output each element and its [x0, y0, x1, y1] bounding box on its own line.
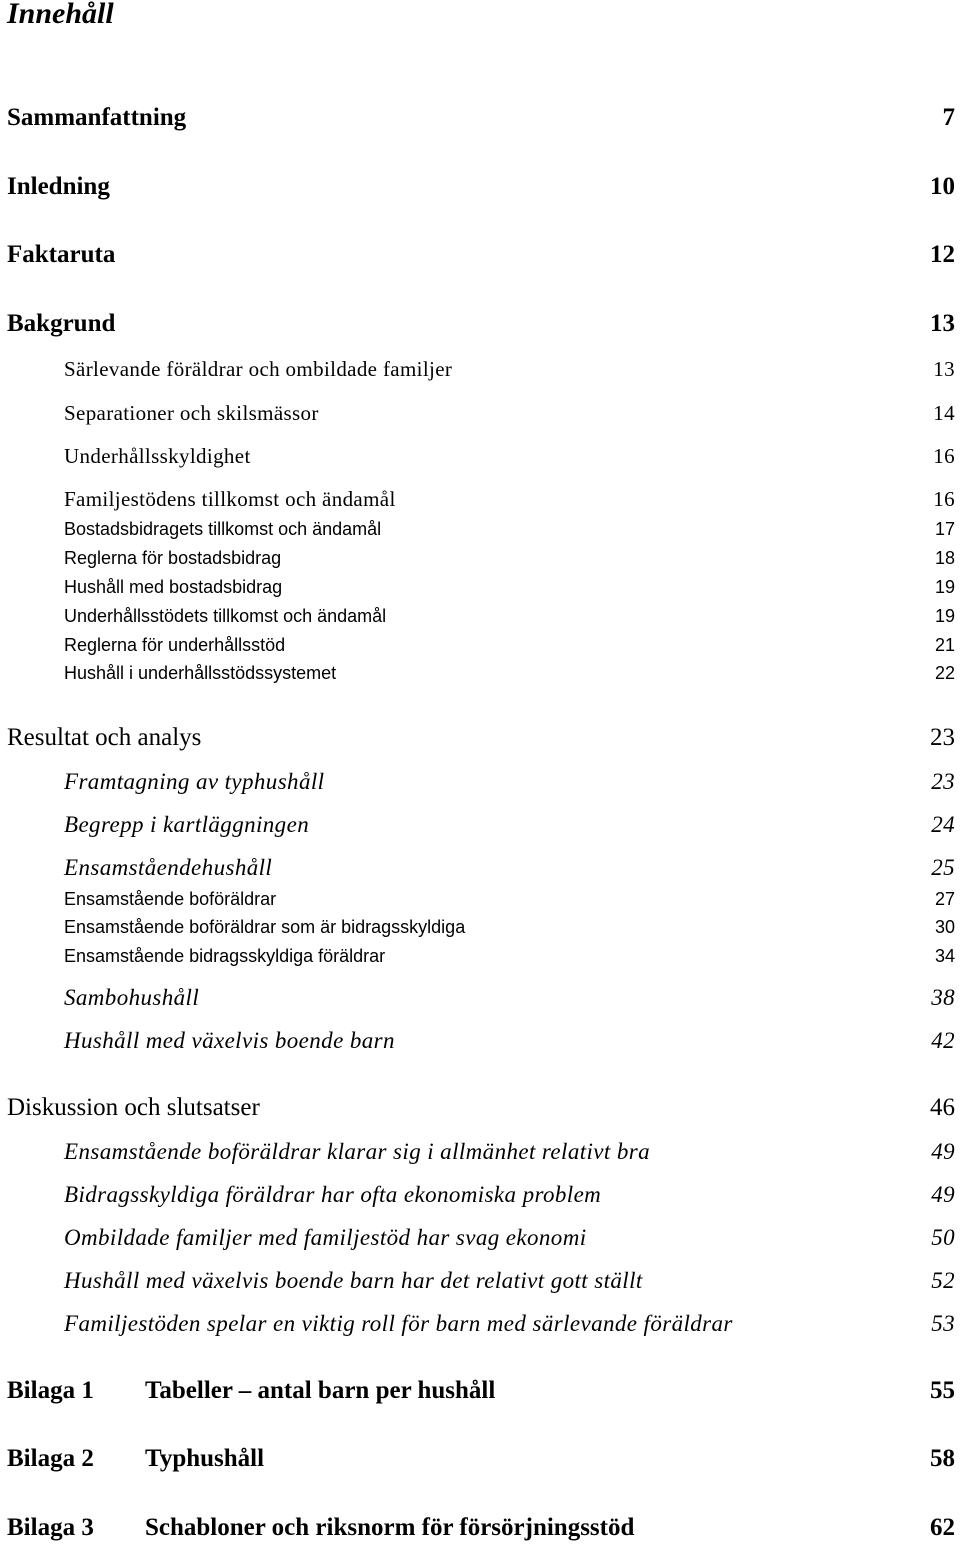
toc-entry-svag-ekonomi[interactable]	[64, 1223, 955, 1253]
toc-entry-text: Hushåll med växelvis boende barn har det relativt gott ställt	[64, 1268, 643, 1293]
toc-entry-text: Ensamstående boföräldrar	[64, 889, 277, 909]
toc-entry-text: Inledning	[7, 173, 110, 200]
toc-page-number: 52	[931, 1268, 955, 1293]
toc-page-number: 42	[931, 1028, 955, 1053]
toc-entry-separationer[interactable]	[64, 399, 955, 427]
toc-entry-text: Schabloner och riksnorm för försörjningsstöd	[145, 1514, 635, 1541]
toc-entry-begrepp[interactable]	[64, 810, 955, 840]
toc-entry-text: Reglerna för underhållsstöd	[64, 635, 286, 655]
toc-entry-text: Familjestöden spelar en viktig roll för barn med särlevande föräldrar	[64, 1311, 733, 1336]
toc-entry-reglerna-underhallsstod[interactable]	[64, 632, 955, 658]
toc-entry-faktaruta[interactable]	[7, 239, 955, 271]
toc-entry-text: Sammanfattning	[7, 104, 187, 131]
toc-entry-text: Särlevande föräldrar och ombildade familjer	[64, 357, 453, 381]
toc-entry-text: Underhållsskyldighet	[64, 444, 251, 468]
toc-entry-text: Faktaruta	[7, 241, 116, 268]
appendix-label: Bilaga 2	[7, 1445, 94, 1472]
toc-page-number: 10	[930, 173, 955, 200]
toc-page-number: 49	[931, 1182, 955, 1207]
toc-entry-text: Hushåll med bostadsbidrag	[64, 577, 283, 597]
toc-page-number: 53	[931, 1311, 955, 1336]
toc-page-number: 49	[931, 1139, 955, 1164]
toc-entry-text: Bostadsbidragets tillkomst och ändamål	[64, 519, 382, 539]
toc-page-number: 50	[931, 1225, 955, 1250]
toc-entry-resultat[interactable]	[7, 722, 955, 754]
toc-entry-bidragsskyldiga-foraldrar[interactable]	[64, 943, 955, 969]
toc-page-number: 16	[933, 444, 955, 468]
toc-entry-text: Reglerna för bostadsbidrag	[64, 548, 282, 568]
toc-entry-underhallsstodets[interactable]	[64, 603, 955, 629]
toc-entry-text: Typhushåll	[145, 1445, 265, 1472]
toc-entry-text: Bakgrund	[7, 310, 116, 337]
toc-page-number: 30	[934, 917, 955, 937]
toc-page-number: 22	[934, 663, 955, 683]
toc-page-number: 7	[942, 104, 955, 131]
toc-entry-text: Underhållsstödets tillkomst och ändamål	[64, 606, 387, 626]
toc-entry-underhallsskyldighet[interactable]	[64, 442, 955, 470]
toc-page-number: 14	[933, 401, 955, 425]
toc-entry-text: Begrepp i kartläggningen	[64, 812, 310, 837]
appendix-label: Bilaga 1	[7, 1377, 94, 1404]
toc-entry-text: Familjestödens tillkomst och ändamål	[64, 487, 396, 511]
toc-page-number: 58	[930, 1445, 955, 1472]
toc-entry-bilaga-1[interactable]	[7, 1375, 955, 1407]
toc-entry-text: Sambohushåll	[64, 985, 200, 1010]
toc-entry-text: Diskussion och slutsatser	[7, 1094, 260, 1121]
toc-entry-bilaga-3[interactable]	[7, 1512, 955, 1544]
toc-entry-ensamstaende-boforaldrar[interactable]	[64, 886, 955, 912]
toc-entry-ensamstaendehushall[interactable]	[64, 853, 955, 883]
toc-entry-inledning[interactable]	[7, 171, 955, 203]
toc-entry-viktig-roll[interactable]	[64, 1309, 955, 1339]
toc-page-number: 16	[933, 487, 955, 511]
toc-entry-framtagning[interactable]	[64, 767, 955, 797]
toc-page-number: 25	[931, 855, 955, 880]
toc-entry-text: Hushåll i underhållsstödssystemet	[64, 663, 337, 683]
toc-page-number: 19	[934, 577, 955, 597]
toc-entry-bilaga-2[interactable]	[7, 1443, 955, 1475]
toc-page-number: 27	[934, 889, 955, 909]
toc-entry-gott-stallt[interactable]	[64, 1266, 955, 1296]
toc-page-number: 23	[930, 724, 955, 751]
toc-entry-diskussion[interactable]	[7, 1092, 955, 1124]
toc-entry-text: Ombildade familjer med familjestöd har svag ekonomi	[64, 1225, 587, 1250]
toc-page-number: 18	[934, 548, 955, 568]
toc-entry-text: Separationer och skilsmässor	[64, 401, 319, 425]
appendix-label: Bilaga 3	[7, 1514, 94, 1541]
toc-page-number: 12	[930, 241, 955, 268]
toc-entry-text: Hushåll med växelvis boende barn	[64, 1028, 395, 1053]
toc-page-number: 23	[931, 769, 955, 794]
toc-page-number: 13	[933, 357, 955, 381]
toc-entry-familjestodens[interactable]	[64, 485, 955, 513]
toc-entry-text: Framtagning av typhushåll	[64, 769, 325, 794]
toc-entry-hushall-bostadsbidrag[interactable]	[64, 574, 955, 600]
page-title: Innehåll	[7, 0, 114, 30]
toc-page-number: 21	[934, 635, 955, 655]
toc-entry-text: Bidragsskyldiga föräldrar har ofta ekonomiska problem	[64, 1182, 602, 1207]
toc-entry-text: Ensamståendehushåll	[64, 855, 273, 880]
toc-entry-text: Resultat och analys	[7, 724, 202, 751]
toc-entry-sambohushall[interactable]	[64, 983, 955, 1013]
toc-entry-reglerna-bostadsbidrag[interactable]	[64, 545, 955, 571]
toc-entry-hushall-underhallsstod[interactable]	[64, 660, 955, 686]
toc-entry-boforaldrar-bidragsskyldiga[interactable]	[64, 914, 955, 940]
toc-entry-klarar-sig[interactable]	[64, 1137, 955, 1167]
toc-entry-bostadsbidragets[interactable]	[64, 516, 955, 542]
toc-entry-sarlevande[interactable]	[64, 355, 955, 383]
toc-page-number: 19	[934, 606, 955, 626]
toc-page-number: 62	[930, 1514, 955, 1541]
toc-page-number: 24	[931, 812, 955, 837]
toc-entry-text: Ensamstående boföräldrar som är bidragsskyldiga	[64, 917, 466, 937]
toc-page-number: 55	[930, 1377, 955, 1404]
toc-entry-text: Tabeller – antal barn per hushåll	[145, 1377, 496, 1404]
toc-entry-bakgrund[interactable]	[7, 308, 955, 340]
toc-page-number: 46	[930, 1094, 955, 1121]
toc-page-number: 34	[934, 946, 955, 966]
toc-entry-sammanfattning[interactable]	[7, 102, 955, 134]
toc-page-number: 13	[930, 310, 955, 337]
toc-page-number: 17	[934, 519, 955, 539]
toc-entry-ekonomiska-problem[interactable]	[64, 1180, 955, 1210]
toc-page-number: 38	[931, 985, 955, 1010]
toc-entry-vaxelvis-boende[interactable]	[64, 1026, 955, 1056]
toc-entry-text: Ensamstående boföräldrar klarar sig i allmänhet relativt bra	[64, 1139, 650, 1164]
toc-entry-text: Ensamstående bidragsskyldiga föräldrar	[64, 946, 386, 966]
